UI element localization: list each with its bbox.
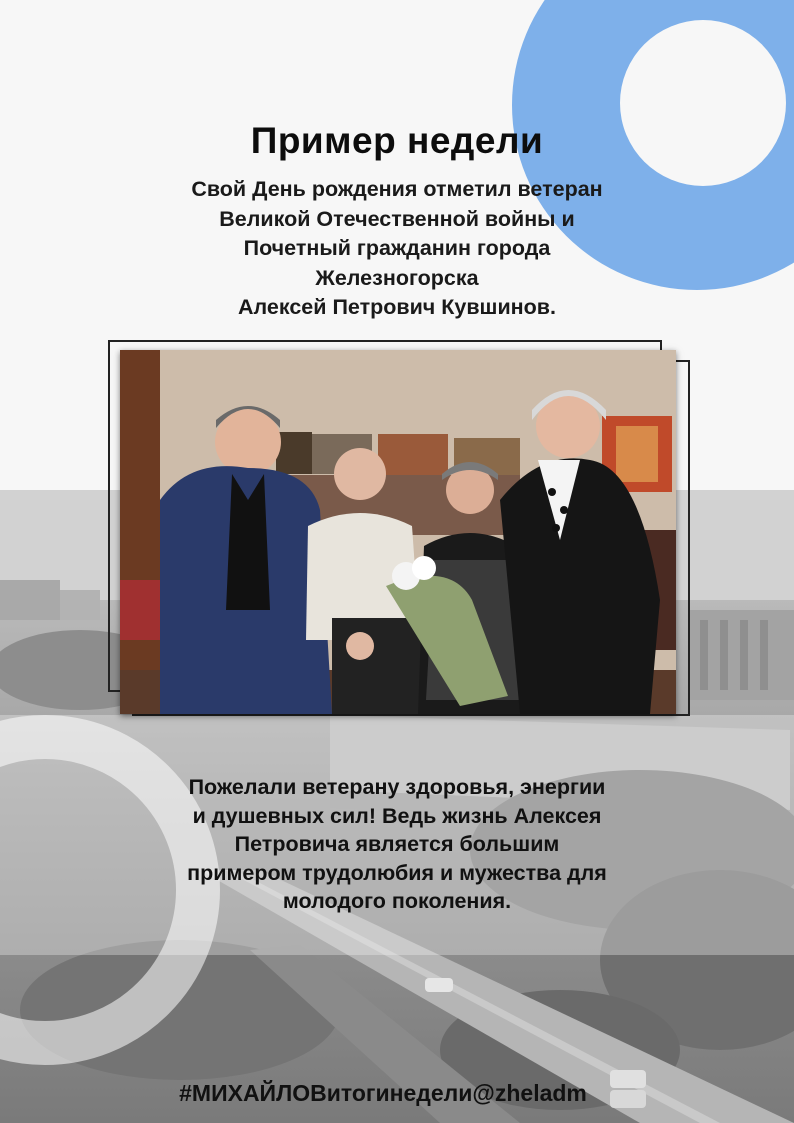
event-photo (120, 350, 676, 714)
hashtag: #МИХАЙЛОВитогинедели@zheladm (179, 1080, 587, 1106)
intro-text: Свой День рождения отметил ветеран Великой Отечественной войны и Почетный гражданин города Железногорска Алексей Петрович Кувшинов. (191, 177, 603, 319)
page-title: Пример недели (250, 120, 544, 161)
body-text: Пожелали ветерану здоровья, энергии и душевных сил! Ведь жизнь Алексея Петровича является большим примером трудолюбия и мужества для молодого поколения. (187, 775, 607, 913)
